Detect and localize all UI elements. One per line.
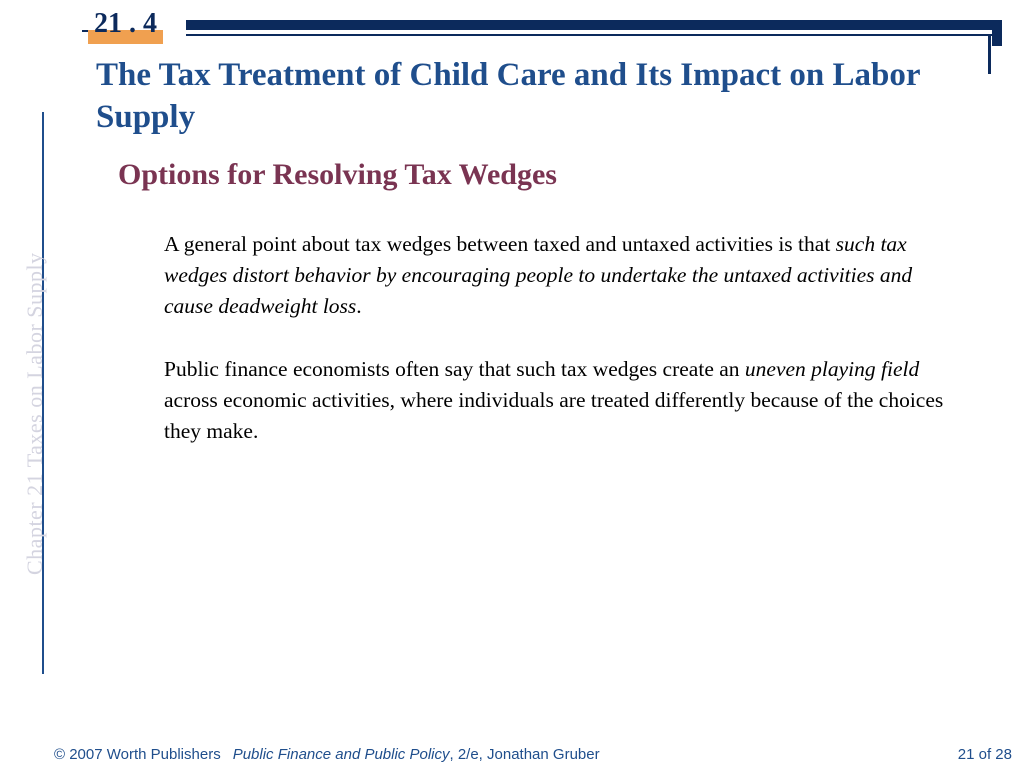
- paragraph-1-end: .: [356, 294, 362, 318]
- paragraph-2-start: Public finance economists often say that such tax wedges create an: [164, 357, 745, 381]
- page-title: The Tax Treatment of Child Care and Its Impact on Labor Supply: [96, 57, 920, 135]
- body-paragraph-1: [164, 229, 944, 322]
- header-bar-corner: [992, 20, 1002, 46]
- footer-credits: [54, 746, 600, 763]
- paragraph-2-emphasis: uneven playing field: [744, 357, 920, 381]
- page-indicator: 21 of 28: [957, 746, 1012, 763]
- slide-subtitle: Options for Resolving Tax Wedges: [118, 158, 557, 191]
- paragraph-1-start: A general point about tax wedges between taxed and untaxed activities is that: [164, 232, 836, 256]
- footer-copyright: © 2007 Worth Publishers: [54, 746, 221, 763]
- section-number: 21 . 4: [94, 8, 157, 39]
- paragraph-2-end: across economic activities, where individuals are treated differently because of the choices they make.: [164, 388, 944, 443]
- paragraph-1-emphasis: such tax wedges distort behavior by encouraging people to undertake the untaxed activities and cause deadweight loss: [164, 232, 913, 318]
- header-rule: [186, 34, 994, 36]
- footer-edition-author: , 2/e, Jonathan Gruber: [449, 746, 600, 763]
- header-bar: [186, 20, 1002, 30]
- footer-book-title: Public Finance and Public Policy: [232, 746, 450, 763]
- header-bar-drop: [988, 34, 991, 74]
- body-paragraph-2: [164, 354, 944, 447]
- section-tag: [88, 8, 163, 40]
- chapter-label-vertical: Chapter 21 Taxes on Labor Supply: [22, 252, 47, 575]
